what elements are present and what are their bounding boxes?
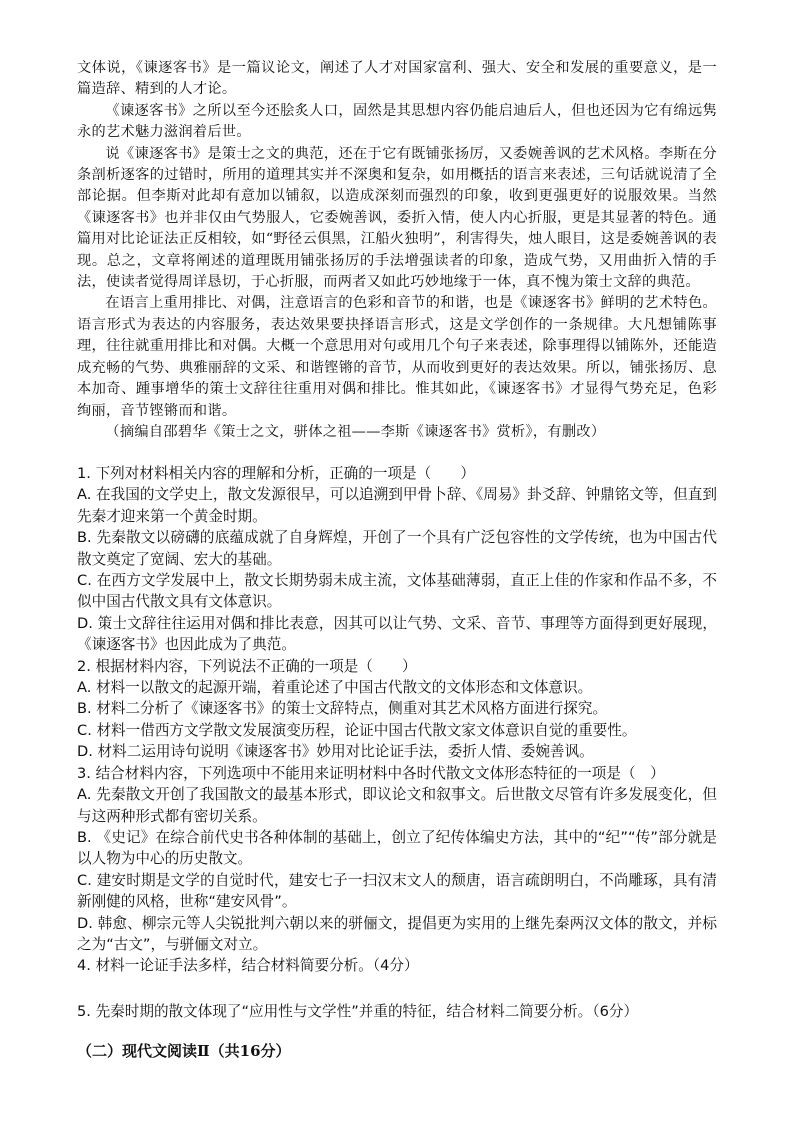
section-heading: （二）现代文阅读Ⅱ（共16分） xyxy=(77,1042,291,1060)
reading-passage xyxy=(77,58,717,443)
question-2-stem: 2. 根据材料内容，下列说法不正确的一项是（ ） xyxy=(77,657,417,675)
question-5-stem: 5. 先秦时期的散文体现了“应用性与文学性”并重的特征，结合材料二简要分析。（6分） xyxy=(77,1002,639,1020)
passage-paragraph-3: 说《谏逐客书》是策士之文的典范，还在于它有既铺张扬厉，又委婉善讽的艺术风格。李斯在分条剖析逐客的过错时，所用的道理其实并不深奥和复杂，如用概括的语言来表述，三句话就说清了全部论据。但李斯对此却有意加以铺叙，以造成深刻而强烈的印象，收到更强更好的说服效果。当然《谏逐客书》也并非仅由气势服人，它委婉善讽，委折入情，使人内心折服，更是其显著的特色。通篇用对比论证法正反相较，如“野径云俱黑，江船火独明”，利害得失，烛人眼目，这是委婉善讽的表现。总之，文章将阐述的道理既用铺张扬厉的手法增强读者的印象，造成气势，又用曲折入情的手法，使读者觉得周详恳切，于心折服，而两者又如此巧妙地缘于一体，真不愧为策士文辞的典范。 xyxy=(77,145,717,291)
question-3-option-d: D. 韩愈、柳宗元等人尖锐批判六朝以来的骈俪文，提倡更为实用的上继先秦两汉文体的散文，并标之为“古文”，与骈俪文对立。 xyxy=(77,914,717,953)
question-3-option-c: C. 建安时期是文学的自觉时代，建安七子一扫汉末文人的颓唐，语言疏朗明白，不尚雕琢，具有清新刚健的风格，世称“建安风骨”。 xyxy=(77,871,717,911)
question-3-stem: 3. 结合材料内容，下列选项中不能用来证明材料中各时代散文文体形态特征的一项是（ ） xyxy=(77,764,665,782)
question-3-option-a: A. 先秦散文开创了我国散文的最基本形式，即议论文和叙事文。后世散文尽管有许多发展变化，但与这两种形式都有密切关系。 xyxy=(77,786,717,825)
question-1-option-b: B. 先秦散文以磅礴的底蕴成就了自身辉煌，开创了一个具有广泛包容性的文学传统，也为中国古代散文奠定了宽阔、宏大的基础。 xyxy=(77,529,717,568)
question-2-option-a: A. 材料一以散文的起源开端，着重论述了中国古代散文的文体形态和文体意识。 xyxy=(77,679,593,697)
passage-source-citation: （摘编自邵碧华《策士之文，骈体之祖——李斯《谏逐客书》赏析》，有删改） xyxy=(105,423,606,440)
passage-paragraph-4: 在语言上重用排比、对偶，注意语言的色彩和音节的和谐，也是《谏逐客书》鲜明的艺术特色。语言形式为表达的内容服务，表达效果要抉择语言形式，这是文学创作的一条规律。大凡想铺陈事理，往往就重用排比和对偶。大概一个意思用对句或用几个句子来表述，除事理得以铺陈外，还能造成充畅的气势、典雅丽辞的文采、和谐铿锵的音节，从而收到更好的表达效果。所以，铺张扬厉、息本加奇、踵事增华的策士文辞往往重用对偶和排比。惟其如此，《谏逐客书》才显得气势充足，色彩绚丽，音节铿锵而和谐。 xyxy=(77,295,717,419)
question-list xyxy=(77,463,717,1022)
question-3-option-b: B. 《史记》在综合前代史书各种体制的基础上，创立了纪传体编史方法，其中的“纪”“传”部分就是以人物为中心的历史散文。 xyxy=(77,828,717,868)
passage-paragraph-2: 《谏逐客书》之所以至今还脍炙人口，固然是其思想内容仍能启迪后人，但也还因为它有绵远隽永的艺术魅力滋润着后世。 xyxy=(77,102,717,141)
question-1-option-a: A. 在我国的文学史上，散文发源很早，可以追溯到甲骨卜辞、《周易》卦爻辞、钟鼎铭文等，但直到先秦才迎来第一个黄金时期。 xyxy=(77,486,717,525)
passage-paragraph-1: 文体说，《谏逐客书》是一篇议论文，阐述了人才对国家富利、强大、安全和发展的重要意义，是一篇造辞、精到的人才论。 xyxy=(77,60,717,98)
question-2-option-d: D. 材料二运用诗句说明《谏逐客书》妙用对比论证手法，委折人情、委婉善讽。 xyxy=(77,743,594,761)
question-1-option-d: D. 策士文辞往往运用对偶和排比表意，因其可以让气势、文采、音节、事理等方面得到更好展现，《谏逐客书》也因此成为了典范。 xyxy=(77,614,717,654)
question-2-option-c: C. 材料一借西方文学散文发展演变历程，论证中国古代散文家文体意识自觉的重要性。 xyxy=(77,721,637,739)
question-2-option-b: B. 材料二分析了《谏逐客书》的策士文辞特点，侧重对其艺术风格方面进行探究。 xyxy=(77,700,608,718)
question-1-option-c: C. 在西方文学发展中上，散文长期势弱未成主流，文体基础薄弱，直正上佳的作家和作品不多，不似中国古代散文具有文体意识。 xyxy=(77,572,717,611)
question-4-stem: 4. 材料一论证手法多样，结合材料简要分析。（4分） xyxy=(77,957,419,975)
question-1-stem: 1. 下列对材料相关内容的理解和分析，正确的一项是（ ） xyxy=(77,465,476,482)
